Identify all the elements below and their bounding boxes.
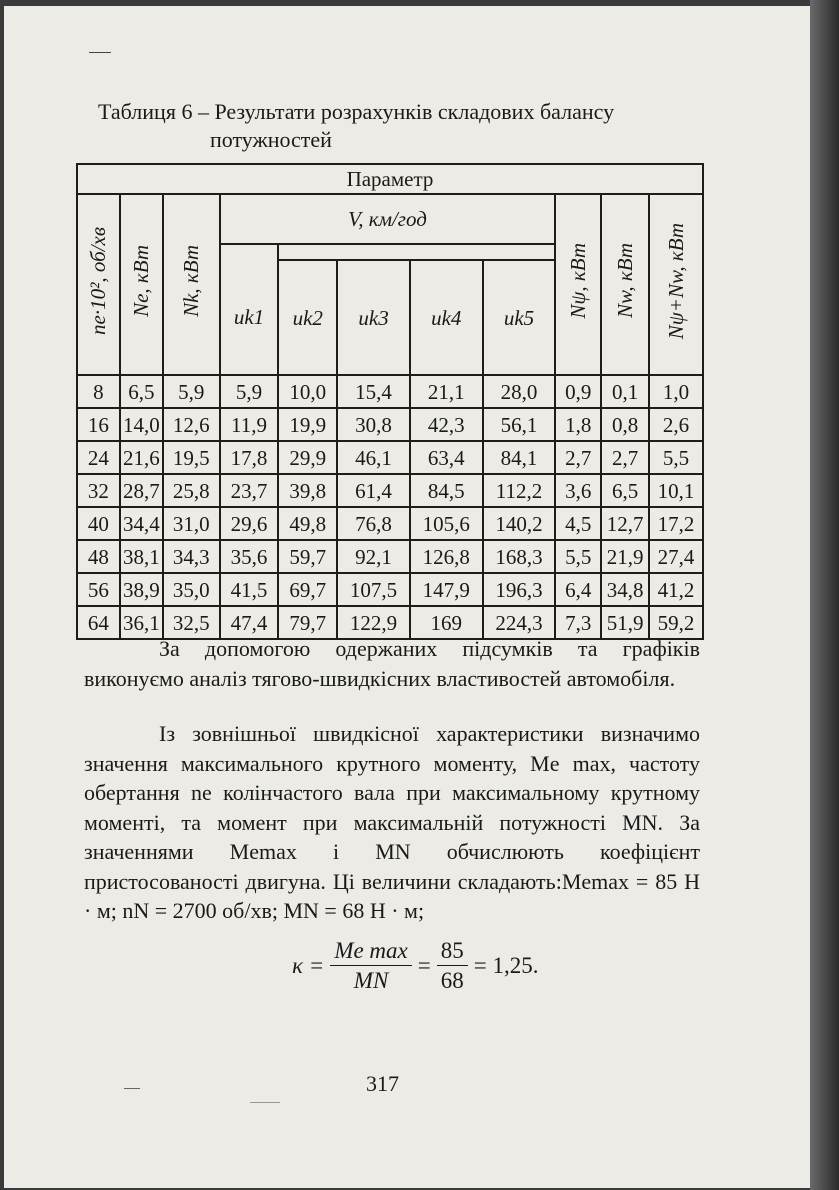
table-cell: 5,5 xyxy=(555,540,601,573)
table-row xyxy=(77,408,703,441)
table-cell: 59,2 xyxy=(649,606,703,639)
header-uk4: uk4 xyxy=(410,260,483,375)
table-cell: 5,9 xyxy=(163,375,220,408)
table-cell: 25,8 xyxy=(163,474,220,507)
table-cell: 0,9 xyxy=(555,375,601,408)
formula-equals: = xyxy=(417,953,431,978)
table-cell: 32,5 xyxy=(163,606,220,639)
table-cell: 15,4 xyxy=(337,375,410,408)
paragraph-characteristics: Із зовнішньої швидкісної характеристики визначимо значення максимального крутного моменту, Me max, частоту обертання ne колінчастого вала при максимальному крутному моменті, та момент при максимальній потужності MN. За значеннями Memax і MN обчислюють коефіцієнт пристосованості двигуна. Ці величини складають:Memax = 85 Н · м; nN = 2700 об/хв; MN = 68 Н · м; xyxy=(84,721,700,923)
table-cell: 169 xyxy=(410,606,483,639)
table-cell: 51,9 xyxy=(601,606,649,639)
table-cell: 41,5 xyxy=(220,573,279,606)
table-cell: 47,4 xyxy=(220,606,279,639)
table-cell: 31,0 xyxy=(163,507,220,540)
table-cell: 59,7 xyxy=(278,540,337,573)
table-cell: 140,2 xyxy=(483,507,556,540)
header-uk1: uk1 xyxy=(220,260,279,375)
table-cell: 2,6 xyxy=(649,408,703,441)
table-cell: 34,8 xyxy=(601,573,649,606)
table-cell: 105,6 xyxy=(410,507,483,540)
caption-line-2: потужностей xyxy=(210,127,332,152)
table-cell: 11,9 xyxy=(220,408,279,441)
table-cell: 21,6 xyxy=(120,441,163,474)
header-ne: ne·10², об/хв xyxy=(77,194,120,375)
table-cell: 21,9 xyxy=(601,540,649,573)
table-cell: 10,0 xyxy=(278,375,337,408)
formula-fraction-numeric: $\frac{85}{68}$ xyxy=(437,937,468,996)
table-cell: 1,0 xyxy=(649,375,703,408)
table-cell: 39,8 xyxy=(278,474,337,507)
paragraph-analysis: За допомогою одержаних підсумків та графіків виконуємо аналіз тягово-швидкісних властивостей автомобіля. xyxy=(84,636,700,691)
decorative-mark xyxy=(250,1102,280,1103)
table-cell: 1,8 xyxy=(555,408,601,441)
table-cell: 28,0 xyxy=(483,375,556,408)
table-cell: 92,1 xyxy=(337,540,410,573)
table-cell: 2,7 xyxy=(555,441,601,474)
table-cell: 196,3 xyxy=(483,573,556,606)
table-cell: 224,3 xyxy=(483,606,556,639)
table-cell: 49,8 xyxy=(278,507,337,540)
table-cell: 32 xyxy=(77,474,120,507)
table-cell: 107,5 xyxy=(337,573,410,606)
table-cell: 16 xyxy=(77,408,120,441)
table-cell: 36,1 xyxy=(120,606,163,639)
results-table xyxy=(76,163,704,640)
table-row xyxy=(77,375,703,408)
table-cell: 122,9 xyxy=(337,606,410,639)
table-cell: 40 xyxy=(77,507,120,540)
table-cell: 48 xyxy=(77,540,120,573)
table-cell: 0,8 xyxy=(601,408,649,441)
table-cell: 64 xyxy=(77,606,120,639)
table-cell: 30,8 xyxy=(337,408,410,441)
table-cell: 84,1 xyxy=(483,441,556,474)
table-cell: 5,5 xyxy=(649,441,703,474)
table-cell: 112,2 xyxy=(483,474,556,507)
table-cell: 0,1 xyxy=(601,375,649,408)
header-uk5: uk5 xyxy=(483,260,556,375)
table-cell: 21,1 xyxy=(410,375,483,408)
page-number: 317 xyxy=(366,1071,399,1096)
table-row xyxy=(77,507,703,540)
table-cell: 61,4 xyxy=(337,474,410,507)
header-speed: V, км/год xyxy=(220,194,556,244)
table-cell: 168,3 xyxy=(483,540,556,573)
header-spacer xyxy=(220,244,279,260)
table-cell: 29,6 xyxy=(220,507,279,540)
table-cell: 6,4 xyxy=(555,573,601,606)
header-uk2: uk2 xyxy=(278,260,337,375)
table-row xyxy=(77,573,703,606)
table-cell: 76,8 xyxy=(337,507,410,540)
table-cell: 79,7 xyxy=(278,606,337,639)
table-cell: 14,0 xyxy=(120,408,163,441)
table-cell: 2,7 xyxy=(601,441,649,474)
header-sum: Nψ+Nw, кВт xyxy=(649,194,703,375)
table-caption xyxy=(98,98,678,154)
table-cell: 27,4 xyxy=(649,540,703,573)
table-cell: 19,9 xyxy=(278,408,337,441)
table-cell: 28,7 xyxy=(120,474,163,507)
scan-edge xyxy=(810,0,839,1190)
table-cell: 6,5 xyxy=(601,474,649,507)
table-cell: 56,1 xyxy=(483,408,556,441)
header-Nw: Nw, кВт xyxy=(601,194,649,375)
formula-result: = 1,25. xyxy=(473,953,539,978)
table-cell: 69,7 xyxy=(278,573,337,606)
table-cell: 56 xyxy=(77,573,120,606)
table-cell: 3,6 xyxy=(555,474,601,507)
table-cell: 35,6 xyxy=(220,540,279,573)
table-cell: 147,9 xyxy=(410,573,483,606)
table-cell: 34,4 xyxy=(120,507,163,540)
header-Nk: Nk, кВт xyxy=(163,194,220,375)
table-cell: 17,2 xyxy=(649,507,703,540)
table-cell: 38,9 xyxy=(120,573,163,606)
table-cell: 17,8 xyxy=(220,441,279,474)
table-cell: 41,2 xyxy=(649,573,703,606)
decorative-dash xyxy=(89,52,111,53)
table-cell: 19,5 xyxy=(163,441,220,474)
table-cell: 29,9 xyxy=(278,441,337,474)
table-cell: 63,4 xyxy=(410,441,483,474)
table-cell: 23,7 xyxy=(220,474,279,507)
caption-line-1: Таблиця 6 – Результати розрахунків складових балансу xyxy=(98,99,615,124)
table-cell: 46,1 xyxy=(337,441,410,474)
table-cell: 38,1 xyxy=(120,540,163,573)
header-spacer xyxy=(278,244,555,260)
table-row xyxy=(77,540,703,573)
header-Npsi: Nψ, кВт xyxy=(555,194,601,375)
table-cell: 42,3 xyxy=(410,408,483,441)
document-page xyxy=(4,6,810,1188)
table-row xyxy=(77,441,703,474)
table-cell: 10,1 xyxy=(649,474,703,507)
header-uk3: uk3 xyxy=(337,260,410,375)
table-cell: 126,8 xyxy=(410,540,483,573)
table-cell: 35,0 xyxy=(163,573,220,606)
table-row xyxy=(77,474,703,507)
table-cell: 24 xyxy=(77,441,120,474)
adaptability-formula xyxy=(292,934,538,998)
table-cell: 34,3 xyxy=(163,540,220,573)
decorative-mark xyxy=(124,1088,140,1089)
table-cell: 7,3 xyxy=(555,606,601,639)
formula-lhs: κ = xyxy=(292,953,325,978)
table-cell: 6,5 xyxy=(120,375,163,408)
header-Ne: Ne, кВт xyxy=(120,194,163,375)
table-cell: 8 xyxy=(77,375,120,408)
table-cell: 12,7 xyxy=(601,507,649,540)
header-parameter: Параметр xyxy=(77,164,703,194)
table-cell: 84,5 xyxy=(410,474,483,507)
table-cell: 4,5 xyxy=(555,507,601,540)
formula-fraction-symbolic: $\frac{\text{Me max}}{MN}$ xyxy=(330,937,411,996)
table-cell: 5,9 xyxy=(220,375,279,408)
table-cell: 12,6 xyxy=(163,408,220,441)
